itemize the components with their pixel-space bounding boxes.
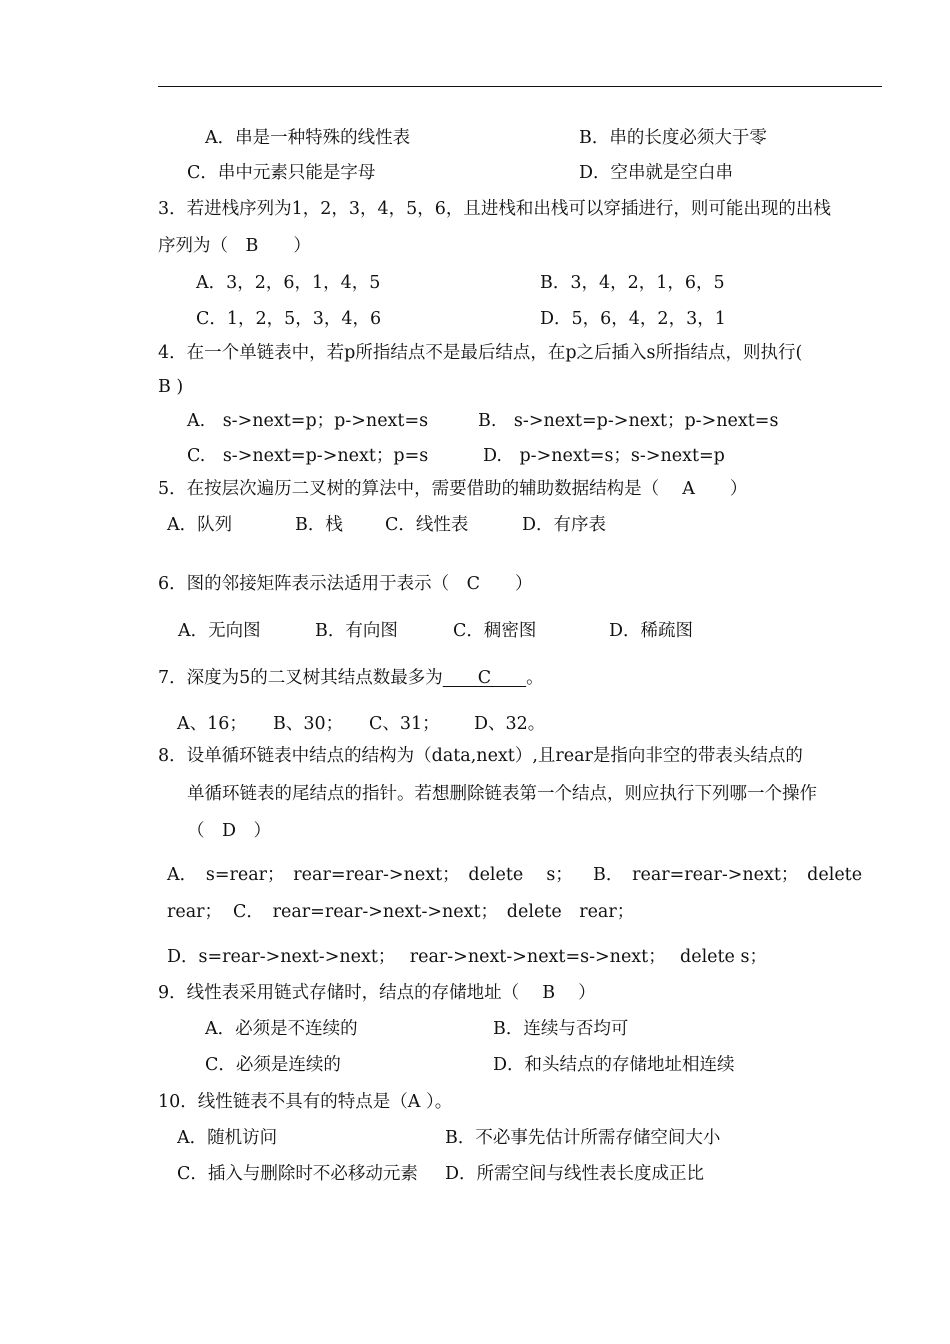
q10-option-b: B．不必事先估计所需存储空间大小 xyxy=(445,1128,721,1148)
q4-option-d: D. p->next=s；s->next=p xyxy=(483,446,725,466)
q6-option-c: C．稠密图 xyxy=(453,621,537,641)
q3-stem-line1: 3．若进栈序列为1，2，3，4，5，6，且进栈和出栈可以穿插进行，则可能出现的出栈 xyxy=(158,199,831,219)
q5-stem: 5．在按层次遍历二叉树的算法中，需要借助的辅助数据结构是（ A ） xyxy=(158,479,748,499)
q8-option-c: C． rear=rear->next->next； delete rear； xyxy=(233,902,635,922)
q6-option-a: A．无向图 xyxy=(178,621,261,641)
q10-option-c: C．插入与删除时不必移动元素 xyxy=(177,1164,418,1184)
q10-option-a: A．随机访问 xyxy=(177,1128,278,1148)
q9-option-a: A．必须是不连续的 xyxy=(205,1019,358,1039)
q5-option-b: B．栈 xyxy=(295,515,343,535)
q2-option-a: A．串是一种特殊的线性表 xyxy=(205,128,411,148)
q3-stem-line2: 序列为（ B ） xyxy=(158,236,311,256)
q5-option-a: A．队列 xyxy=(167,515,233,535)
header-rule xyxy=(158,86,882,87)
q4-option-b: B. s->next=p->next；p->next=s xyxy=(478,411,779,431)
q7-option-c: C、31； xyxy=(369,714,440,734)
q7-stem xyxy=(158,667,544,689)
q9-option-b: B．连续与否均可 xyxy=(493,1019,629,1039)
q6-option-b: B．有向图 xyxy=(315,621,398,641)
q3-option-b: B．3，4，2，1，6，5 xyxy=(540,273,725,293)
q7-option-b: B、30； xyxy=(273,714,344,734)
q7-answer-blank: C xyxy=(442,668,527,688)
q7-option-a: A、16； xyxy=(177,714,247,734)
q7-stem-suffix: 。 xyxy=(526,668,544,688)
q9-option-c: C．必须是连续的 xyxy=(205,1055,341,1075)
q8-option-b: B． rear=rear->next； delete xyxy=(593,865,863,885)
q3-option-a: A．3，2，6，1，4，5 xyxy=(196,273,381,293)
q5-option-d: D．有序表 xyxy=(522,515,607,535)
q4-stem-line1: 4．在一个单链表中，若p所指结点不是最后结点，在p之后插入s所指结点，则执行( xyxy=(158,343,803,363)
q6-option-d: D．稀疏图 xyxy=(609,621,694,641)
q7-option-d: D、32。 xyxy=(474,714,546,734)
q8-stem-line2: 单循环链表的尾结点的指针。若想删除链表第一个结点，则应执行下列哪一个操作 xyxy=(187,784,817,804)
q2-option-c: C．串中元素只能是字母 xyxy=(187,163,376,183)
q9-option-d: D．和头结点的存储地址相连续 xyxy=(493,1055,735,1075)
q8-stem-line3: （ D ） xyxy=(187,821,272,841)
q8-stem-line1: 8．设单循环链表中结点的结构为（data,next）,且rear是指向非空的带表头结点的 xyxy=(158,746,803,766)
q10-stem: 10．线性链表不具有的特点是（A ）。 xyxy=(158,1092,453,1112)
q4-option-c: C. s->next=p->next；p=s xyxy=(187,446,429,466)
q7-stem-prefix: 7．深度为5的二叉树其结点数最多为 xyxy=(158,668,443,688)
q10-option-d: D．所需空间与线性表长度成正比 xyxy=(445,1164,705,1184)
q5-option-c: C．线性表 xyxy=(385,515,469,535)
q6-stem: 6．图的邻接矩阵表示法适用于表示（ C ） xyxy=(158,574,533,594)
q2-option-d: D．空串就是空白串 xyxy=(579,163,734,183)
q3-option-c: C．1，2，5，3，4，6 xyxy=(196,309,382,329)
q4-stem-line2: B ) xyxy=(158,377,184,397)
q8-option-d: D．s=rear->next->next； rear->next->next=s->next； delete s； xyxy=(167,947,767,967)
q3-option-d: D．5，6，4，2，3，1 xyxy=(540,309,726,329)
q9-stem: 9．线性表采用链式存储时，结点的存储地址（ B ） xyxy=(158,983,596,1003)
q2-option-b: B．串的长度必须大于零 xyxy=(579,128,767,148)
q4-option-a: A. s->next=p；p->next=s xyxy=(187,411,429,431)
q8-option-b-continued: rear； xyxy=(167,902,223,922)
q8-option-a: A． s=rear； rear=rear->next； delete s； xyxy=(167,865,573,885)
